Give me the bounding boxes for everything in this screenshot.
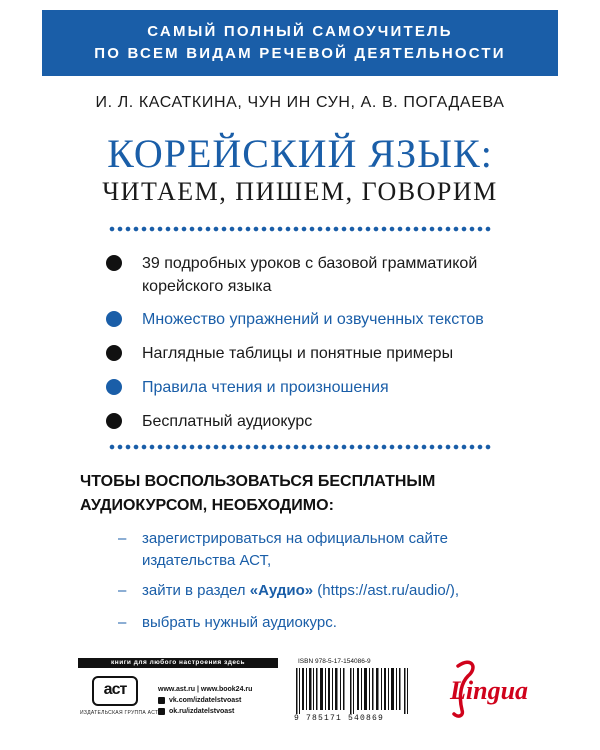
banner-line-2: ПО ВСЕМ ВИДАМ РЕЧЕВОЙ ДЕЯТЕЛЬНОСТИ — [94, 45, 506, 62]
barcode-icon — [296, 668, 408, 714]
vk-link-text: vk.com/izdatelstvoast — [169, 697, 242, 704]
feature-item — [106, 410, 546, 434]
dash-marker: – — [118, 582, 127, 599]
lingua-logo — [428, 654, 538, 724]
step-text-prefix: зайти в раздел — [142, 582, 250, 599]
audio-url: (https://ast.ru/audio/), — [313, 582, 460, 599]
barcode-number: 9 785171 540869 — [294, 714, 385, 723]
step-text — [142, 580, 542, 602]
publisher-links — [158, 684, 288, 717]
barcode-block — [292, 658, 412, 728]
feature-item — [106, 342, 546, 366]
lingua-logo-text: Lingua — [450, 676, 529, 705]
step-text: выбрать нужный аудиокурс. — [142, 614, 337, 631]
feature-item — [106, 252, 546, 298]
book-subtitle: ЧИТАЕМ, ПИШЕМ, ГОВОРИМ — [102, 177, 498, 206]
isbn: ISBN 978-5-17-154086-9 — [298, 658, 371, 665]
ok-link-text: ok.ru/izdatelstvoast — [169, 708, 235, 715]
dotted-divider-top — [108, 226, 492, 232]
step-text: зарегистрироваться на официальном сайте издательства АСТ, — [142, 530, 448, 569]
audio-heading: ЧТОБЫ ВОСПОЛЬЗОВАТЬСЯ БЕСПЛАТНЫМ АУДИОКУРСОМ, НЕОБХОДИМО: — [80, 473, 436, 514]
feature-text: 39 подробных уроков с базовой грамматикой корейского языка — [142, 255, 478, 295]
dotted-divider-bottom — [108, 444, 492, 450]
vk-icon — [158, 697, 165, 704]
bullet-icon — [106, 255, 122, 271]
feature-text: Наглядные таблицы и понятные примеры — [142, 345, 454, 362]
feature-text: Множество упражнений и озвученных текстов — [142, 311, 484, 328]
feature-text: Бесплатный аудиокурс — [142, 413, 313, 430]
dash-marker: – — [118, 530, 127, 547]
ast-logo-mark: аст — [92, 676, 138, 706]
ast-logo — [80, 676, 159, 722]
banner-line-1: САМЫЙ ПОЛНЫЙ САМОУЧИТЕЛЬ — [147, 23, 453, 40]
feature-item — [106, 376, 546, 400]
authors: И. Л. КАСАТКИНА, ЧУН ИН СУН, А. В. ПОГАДАЕВА — [95, 94, 505, 111]
audio-section-name: «Аудио» — [249, 582, 314, 599]
ok-link — [158, 706, 288, 717]
bullet-icon — [106, 345, 122, 361]
top-banner — [42, 10, 558, 76]
dash-marker: – — [118, 614, 127, 631]
website-links: www.ast.ru | www.book24.ru — [158, 686, 253, 693]
ok-icon — [158, 708, 165, 715]
slogan-bar: книги для любого настроения здесь — [78, 658, 278, 668]
ast-logo-caption: ИЗДАТЕЛЬСКАЯ ГРУППА АСТ — [80, 710, 159, 716]
bullet-icon — [106, 311, 122, 327]
bullet-icon — [106, 379, 122, 395]
feature-item — [106, 308, 546, 332]
feature-text: Правила чтения и произношения — [142, 379, 389, 396]
bullet-icon — [106, 413, 122, 429]
book-title: КОРЕЙСКИЙ ЯЗЫК: — [107, 131, 493, 176]
vk-link — [158, 695, 288, 706]
